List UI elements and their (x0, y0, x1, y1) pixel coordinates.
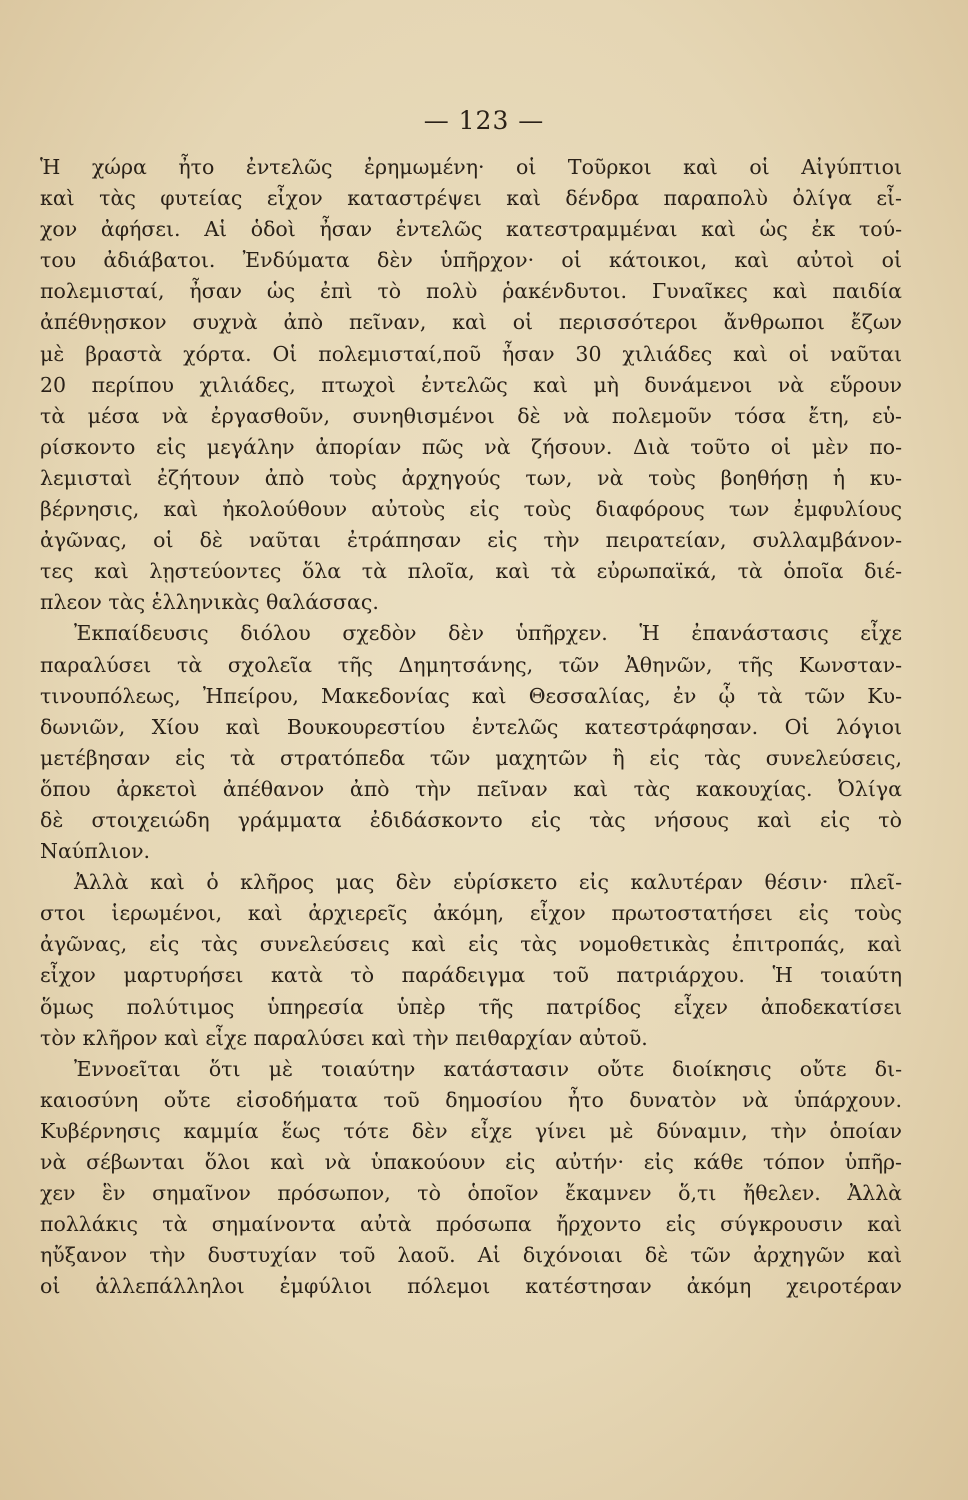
text-line: Ἐννοεῖται ὅτι μὲ τοιαύτην κατάστασιν οὔτε διοίκησις οὔτε δι- (74, 1056, 902, 1081)
text-line: Ἐκπαίδευσις διόλου σχεδὸν δὲν ὑπῆρχεν. Ἡ ἐπανάστασις εἶχε (74, 621, 902, 646)
text-line: πλεον τὰς ἑλληνικὰς θαλάσσας. (40, 590, 379, 615)
text-line: ὅμως πολύτιμος ὑπηρεσία ὑπὲρ τῆς πατρίδος εἶχεν ἀποδεκατίσει (40, 994, 902, 1019)
text-line: τες καὶ λῃστεύοντες ὅλα τὰ πλοῖα, καὶ τὰ εὐρωπαϊκά, τὰ ὁποῖα διέ- (40, 559, 902, 584)
text-line: Ναύπλιον. (40, 839, 151, 864)
text-line: τὰ μέσα νὰ ἐργασθοῦν, συνηθισμένοι δὲ νὰ πολεμοῦν τόσα ἔτη, εὑ- (40, 403, 902, 428)
text-line: Ἡ χώρα ἦτο ἐντελῶς ἐρημωμένη· οἱ Τοῦρκοι καὶ οἱ Αἰγύπτιοι (40, 155, 902, 179)
text-line: μὲ βραστὰ χόρτα. Οἱ πολεμισταί,ποῦ ἦσαν 30 χιλιάδες καὶ οἱ ναῦται (40, 341, 902, 366)
text-line: ἀγῶνας, οἱ δὲ ναῦται ἐτράπησαν εἰς τὴν πειρατείαν, συλλαμβάνον- (40, 528, 902, 553)
text-line: παραλύσει τὰ σχολεῖα τῆς Δημητσάνης, τῶν Ἀθηνῶν, τῆς Κωνσταν- (40, 652, 902, 677)
text-line: 20 περίπου χιλιάδες, πτωχοὶ ἐντελῶς καὶ μὴ δυνάμενοι νὰ εὕρουν (40, 372, 902, 397)
text-line: ἀπέθνῃσκον συχνὰ ἀπὸ πεῖναν, καὶ οἱ περισσότεροι ἄνθρωποι ἔζων (40, 310, 902, 335)
text-line: οἱ ἀλλεπάλληλοι ἐμφύλιοι πόλεμοι κατέστησαν ἀκόμη χειροτέραν (40, 1274, 902, 1299)
text-line: ἀγῶνας, εἰς τὰς συνελεύσεις καὶ εἰς τὰς νομοθετικὰς ἐπιτροπάς, καὶ (40, 932, 902, 957)
text-line: τὸν κλῆρον καὶ εἶχε παραλύσει καὶ τὴν πειθαρχίαν αὐτοῦ. (40, 1025, 648, 1050)
text-line: ηὔξανον τὴν δυστυχίαν τοῦ λαοῦ. Αἱ διχόνοιαι δὲ τῶν ἀρχηγῶν καὶ (40, 1243, 902, 1268)
text-line: στοι ἱερωμένοι, καὶ ἀρχιερεῖς ἀκόμη, εἶχον πρωτοστατήσει εἰς τοὺς (40, 901, 902, 926)
text-line: χον ἀφήσει. Αἱ ὁδοὶ ἦσαν ἐντελῶς κατεστραμμέναι καὶ ὡς ἐκ τού- (40, 217, 902, 242)
text-line: ρίσκοντο εἰς μεγάλην ἀπορίαν πῶς νὰ ζήσουν. Διὰ τοῦτο οἱ μὲν πο- (40, 434, 902, 459)
text-line: ὅπου ἀρκετοὶ ἀπέθανον ἀπὸ τὴν πεῖναν καὶ τὰς κακουχίας. Ὀλίγα (40, 776, 902, 801)
text-line: δὲ στοιχειώδη γράμματα ἐδιδάσκοντο εἰς τὰς νήσους καὶ εἰς τὸ (40, 807, 902, 832)
text-line: πολεμισταί, ἦσαν ὡς ἐπὶ τὸ πολὺ ῥακένδυτοι. Γυναῖκες καὶ παιδία (40, 279, 902, 304)
text-line: δωνιῶν, Χίου καὶ Βουκουρεστίου ἐντελῶς κατεστράφησαν. Οἱ λόγιοι (40, 714, 902, 739)
text-line: Ἀλλὰ καὶ ὁ κλῆρος μας δὲν εὑρίσκετο εἰς καλυτέραν θέσιν· πλεῖ- (74, 870, 902, 895)
text-line: τινουπόλεως, Ἠπείρου, Μακεδονίας καὶ Θεσσαλίας, ἐν ᾧ τὰ τῶν Κυ- (40, 683, 902, 708)
text-line: καιοσύνη οὔτε εἰσοδήματα τοῦ δημοσίου ἦτο δυνατὸν νὰ ὑπάρχουν. (40, 1087, 902, 1112)
body-text (40, 152, 902, 1302)
text-line: πολλάκις τὰ σημαίνοντα αὐτὰ πρόσωπα ἤρχοντο εἰς σύγκρουσιν καὶ (40, 1212, 902, 1237)
text-line: εἶχον μαρτυρήσει κατὰ τὸ παράδειγμα τοῦ πατριάρχου. Ἡ τοιαύτη (40, 963, 902, 988)
text-line: Κυβέρνησις καμμία ἕως τότε δὲν εἶχε γίνει μὲ δύναμιν, τὴν ὁποίαν (40, 1118, 902, 1143)
text-line: μετέβησαν εἰς τὰ στρατόπεδα τῶν μαχητῶν ἢ εἰς τὰς συνελεύσεις, (40, 745, 902, 770)
page-number: — 123 — (423, 106, 545, 135)
text-line: του ἀδιάβατοι. Ἐνδύματα δὲν ὑπῆρχον· οἱ κάτοικοι, καὶ αὐτοὶ οἱ (40, 248, 902, 273)
text-line: καὶ τὰς φυτείας εἶχον καταστρέψει καὶ δένδρα παραπολὺ ὀλίγα εἶ- (40, 186, 902, 211)
text-line: χεν ἓν σημαῖνον πρόσωπον, τὸ ὁποῖον ἔκαμνεν ὅ,τι ἤθελεν. Ἀλλὰ (40, 1181, 902, 1206)
text-line: βέρνησις, καὶ ἠκολούθουν αὐτοὺς εἰς τοὺς διαφόρους των ἐμφυλίους (40, 497, 902, 522)
text-line: λεμισταὶ ἐζήτουν ἀπὸ τοὺς ἀρχηγούς των, νὰ τοὺς βοηθήσῃ ἡ κυ- (40, 465, 902, 490)
text-line: νὰ σέβωνται ὅλοι καὶ νὰ ὑπακούουν εἰς αὐτήν· εἰς κάθε τόπον ὑπῆρ- (40, 1150, 902, 1174)
